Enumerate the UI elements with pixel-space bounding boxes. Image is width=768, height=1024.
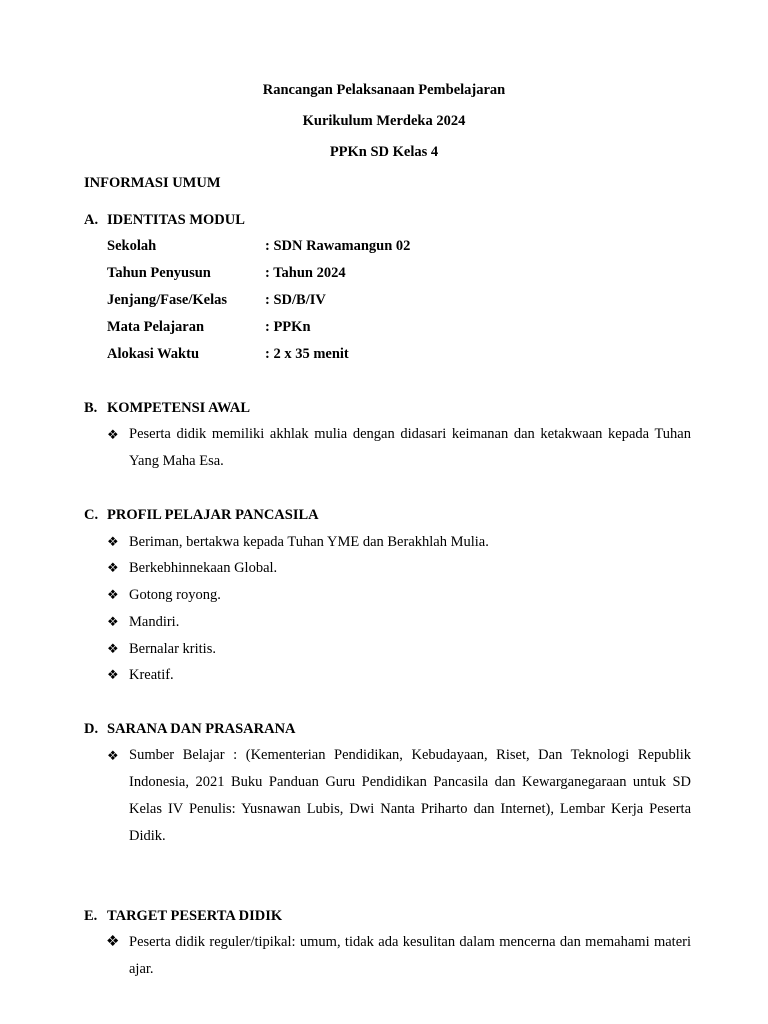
list-item: Berkebhinnekaan Global.	[129, 560, 278, 576]
diamond-bullet-icon: ❖	[107, 667, 119, 682]
identity-value: : SD/B/IV	[265, 292, 326, 308]
section-d-heading: SARANA DAN PRASARANA	[107, 721, 296, 737]
identity-label: Alokasi Waktu	[107, 346, 200, 362]
identity-label: Mata Pelajaran	[107, 319, 205, 335]
list-item: Gotong royong.	[129, 587, 221, 603]
general-info-heading: INFORMASI UMUM	[84, 175, 221, 191]
list-item: Peserta didik reguler/tipikal: umum, tidak ada kesulitan dalam mencerna dan memahami materi ajar.	[129, 934, 691, 977]
diamond-bullet-icon: ❖	[107, 560, 119, 575]
diamond-bullet-icon: ❖	[107, 641, 119, 656]
section-b-letter: B.	[84, 400, 98, 416]
diamond-bullet-icon: ❖	[107, 587, 119, 602]
identity-value: : SDN Rawamangun 02	[265, 238, 411, 254]
identity-value: : Tahun 2024	[265, 265, 346, 281]
identity-value: : PPKn	[265, 319, 311, 335]
identity-label: Tahun Penyusun	[107, 265, 211, 281]
list-item: Peserta didik memiliki akhlak mulia dengan didasari keimanan dan ketakwaan kepada Tuhan Yang Maha Esa.	[129, 426, 691, 469]
section-e-heading: TARGET PESERTA DIDIK	[107, 908, 283, 924]
identity-label: Sekolah	[107, 238, 157, 254]
section-c-heading: PROFIL PELAJAR PANCASILA	[107, 507, 319, 523]
list-item: Kreatif.	[129, 667, 174, 683]
doc-title-line1: Rancangan Pelaksanaan Pembelajaran	[262, 82, 506, 98]
list-item: Bernalar kritis.	[129, 641, 216, 657]
doc-title-line3: PPKn SD Kelas 4	[329, 144, 439, 160]
section-a-heading: IDENTITAS MODUL	[107, 212, 245, 228]
list-item: Sumber Belajar : (Kementerian Pendidikan, Kebudayaan, Riset, Dan Teknologi Republik Indonesia, 2021 Buku Panduan Guru Pendidikan Pancasila dan Kewarganegaraan untuk SD Kelas IV Penulis: Yusnawan Lubis, Dwi Nanta Priharto dan Internet), Lembar Kerja Peserta Didik.	[129, 747, 691, 844]
section-b-heading: KOMPETENSI AWAL	[107, 400, 251, 416]
section-a-letter: A.	[84, 212, 99, 228]
section-e-letter: E.	[84, 908, 98, 924]
diamond-bullet-icon: ❖	[107, 614, 119, 629]
diamond-bullet-icon: ❖	[107, 748, 119, 763]
section-d-letter: D.	[84, 721, 99, 737]
identity-value: : 2 x 35 menit	[265, 346, 349, 362]
diamond-bullet-icon: ❖	[106, 934, 120, 950]
section-c-letter: C.	[84, 507, 99, 523]
list-item: Beriman, bertakwa kepada Tuhan YME dan Berakhlah Mulia.	[129, 534, 489, 550]
diamond-bullet-icon: ❖	[107, 427, 119, 442]
list-item: Mandiri.	[129, 614, 180, 630]
doc-title-line2: Kurikulum Merdeka 2024	[302, 113, 466, 129]
diamond-bullet-icon: ❖	[107, 534, 119, 549]
identity-label: Jenjang/Fase/Kelas	[107, 292, 228, 308]
